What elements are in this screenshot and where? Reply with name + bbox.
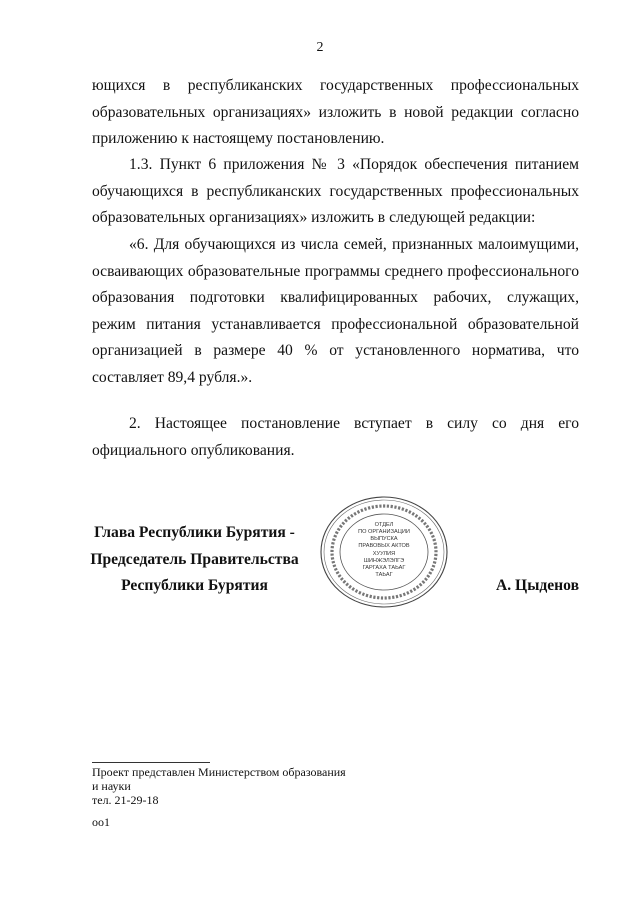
document-code: оо1 xyxy=(92,815,110,829)
footnote-line-2: и науки xyxy=(92,779,131,793)
seal-text-line: ПРАВОВЫХ АКТОВ xyxy=(358,543,410,549)
signature-title-line-2: Председатель Правительства xyxy=(90,550,299,568)
page-number: 2 xyxy=(316,40,324,55)
seal-text-line: ГАРГАХА ТАЬАГ xyxy=(362,565,406,571)
seal-text-line: ТАЬАГ xyxy=(375,572,393,578)
seal-text-line: ОТДЕЛ xyxy=(374,522,394,528)
paragraph-continuation: ющихся в республиканских государственных профессиональных образовательных организациях» изложить в новой редакции согласно приложению к настоящему постановлению. xyxy=(92,77,579,147)
footnote-phone: тел. 21-29-18 xyxy=(92,793,159,807)
footnote-divider xyxy=(92,762,210,763)
seal-text-line: ПО ОРГАНИЗАЦИИ xyxy=(358,529,410,535)
official-seal-stamp xyxy=(318,494,450,610)
paragraph-item-1-3: 1.3. Пункт 6 приложения № 3 «Порядок обеспечения питанием обучающихся в республиканских государственных профессиональных образовательных организациях» изложить в следующей редакции: xyxy=(92,156,579,226)
signature-title-line-3: Республики Бурятия xyxy=(121,577,268,594)
footnote xyxy=(92,765,412,807)
paragraph-quoted-item-6: «6. Для обучающихся из числа семей, признанных малоимущими, осваивающих образовательные программы среднего профессионального образования подготовки квалифицированных рабочих, служащих, режим питания устанавливается профессиональной образовательной организацией в размере 40 % от установленного норматива, что составляет 89,4 рубля.». xyxy=(92,236,579,386)
signatory-name: А. Цыденов xyxy=(496,577,579,594)
paragraph-item-2: 2. Настоящее постановление вступает в силу со дня его официального опубликования. xyxy=(92,415,579,459)
seal-text-line: ВЫПУСКА xyxy=(370,536,398,542)
seal-text-line: ХУУЛИЯ xyxy=(372,551,396,557)
footnote-line-1: Проект представлен Министерством образования xyxy=(92,765,346,779)
signature-title-line-1: Глава Республики Бурятия - xyxy=(94,524,295,541)
signature-title-block xyxy=(82,520,307,600)
seal-text-line: ШИНЖЭЛЭЛГЭ xyxy=(363,558,405,564)
